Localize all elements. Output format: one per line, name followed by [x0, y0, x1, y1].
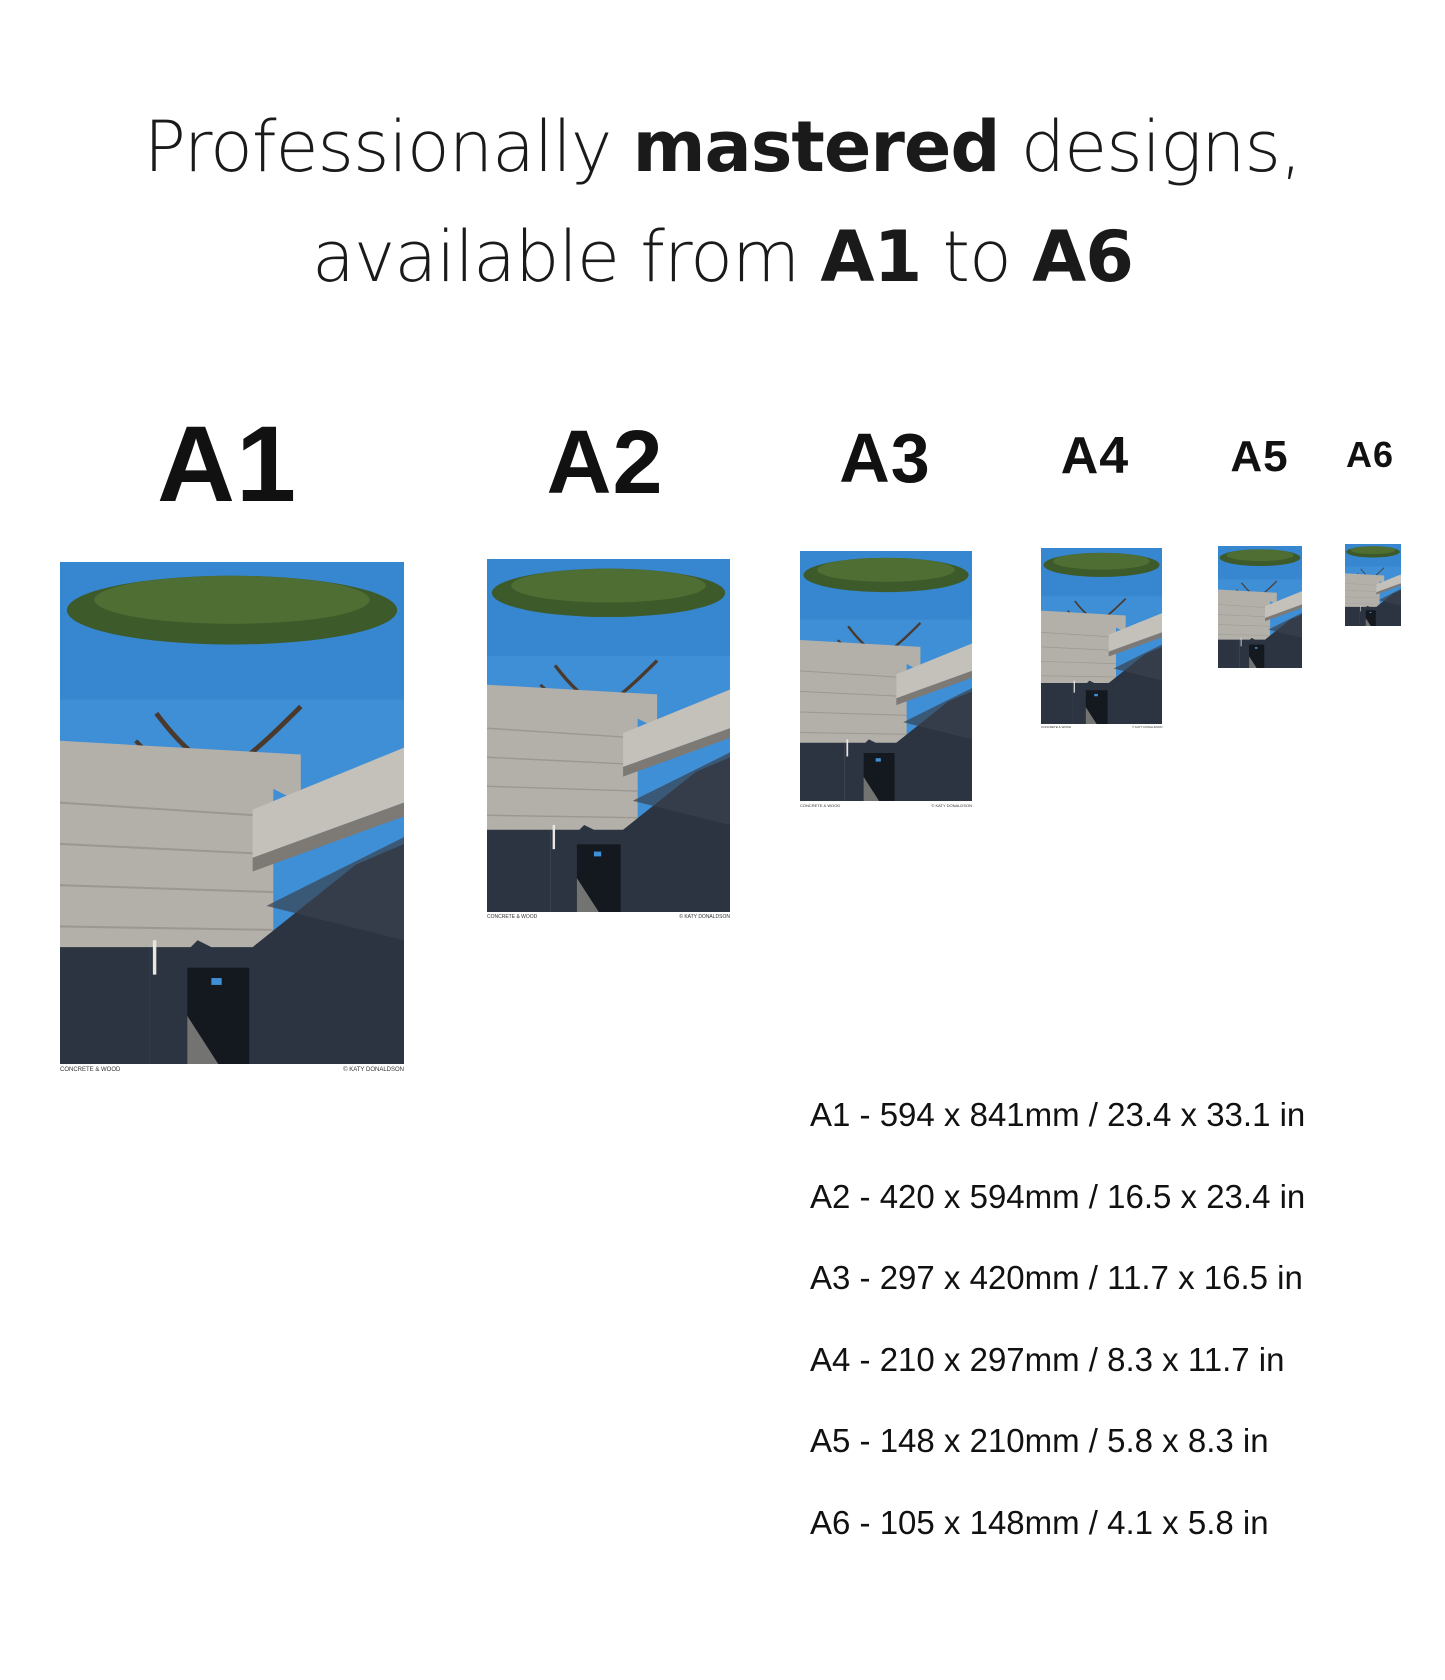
print-a1-caption-right: © KATY DONALDSON: [343, 1067, 404, 1073]
print-a2: [487, 559, 730, 912]
headline-mid: to: [921, 216, 1033, 298]
dimension-a2: A2 - 420 x 594mm / 16.5 x 23.4 in: [810, 1178, 1306, 1215]
headline-line-2: [0, 216, 1445, 298]
headline-bold-a1: A1: [820, 216, 922, 298]
print-a2-caption-right: © KATY DONALDSON: [679, 914, 730, 920]
print-a1-caption-left: CONCRETE & WOOD: [60, 1067, 121, 1073]
print-a2-image: [487, 559, 730, 912]
print-a5-image: [1218, 546, 1302, 668]
dimension-a6: A6 - 105 x 148mm / 4.1 x 5.8 in: [810, 1504, 1269, 1541]
headline-post: designs,: [999, 106, 1302, 188]
dimension-a3: A3 - 297 x 420mm / 11.7 x 16.5 in: [810, 1259, 1303, 1296]
print-a5: [1218, 546, 1302, 668]
dimension-a1: A1 - 594 x 841mm / 23.4 x 33.1 in: [810, 1096, 1306, 1133]
print-a3-caption-left: CONCRETE & WOOD: [800, 803, 841, 808]
headline-line-1: [0, 106, 1445, 188]
print-a3-caption-right: © KATY DONALDSON: [931, 803, 972, 808]
print-a1: [60, 562, 404, 1064]
print-a4-caption-left: CONCRETE & WOOD: [1041, 725, 1072, 729]
headline-pre-2: available from: [312, 216, 821, 298]
size-label-a5: A5: [1230, 432, 1289, 481]
size-label-a4: A4: [1060, 427, 1130, 485]
headline-pre: Professionally: [143, 106, 633, 188]
print-a4: [1041, 548, 1162, 724]
print-a1-image: [60, 562, 404, 1064]
size-label-a3: A3: [839, 419, 931, 497]
print-a3-image: [800, 551, 972, 801]
size-label-a1: A1: [156, 403, 298, 524]
size-label-a6: A6: [1345, 434, 1395, 475]
headline-bold-mastered: mastered: [632, 106, 1000, 188]
size-label-a2: A2: [546, 413, 664, 513]
print-a2-caption-left: CONCRETE & WOOD: [487, 914, 538, 920]
dimension-a5: A5 - 148 x 210mm / 5.8 x 8.3 in: [810, 1422, 1269, 1459]
print-a6-image: [1345, 544, 1401, 626]
print-a3: [800, 551, 972, 801]
dimension-a4: A4 - 210 x 297mm / 8.3 x 11.7 in: [810, 1341, 1285, 1378]
print-a6: [1345, 544, 1401, 626]
headline-bold-a6: A6: [1032, 216, 1133, 298]
print-a4-image: [1041, 548, 1162, 724]
print-a4-caption-right: © KATY DONALDSON: [1132, 725, 1163, 729]
